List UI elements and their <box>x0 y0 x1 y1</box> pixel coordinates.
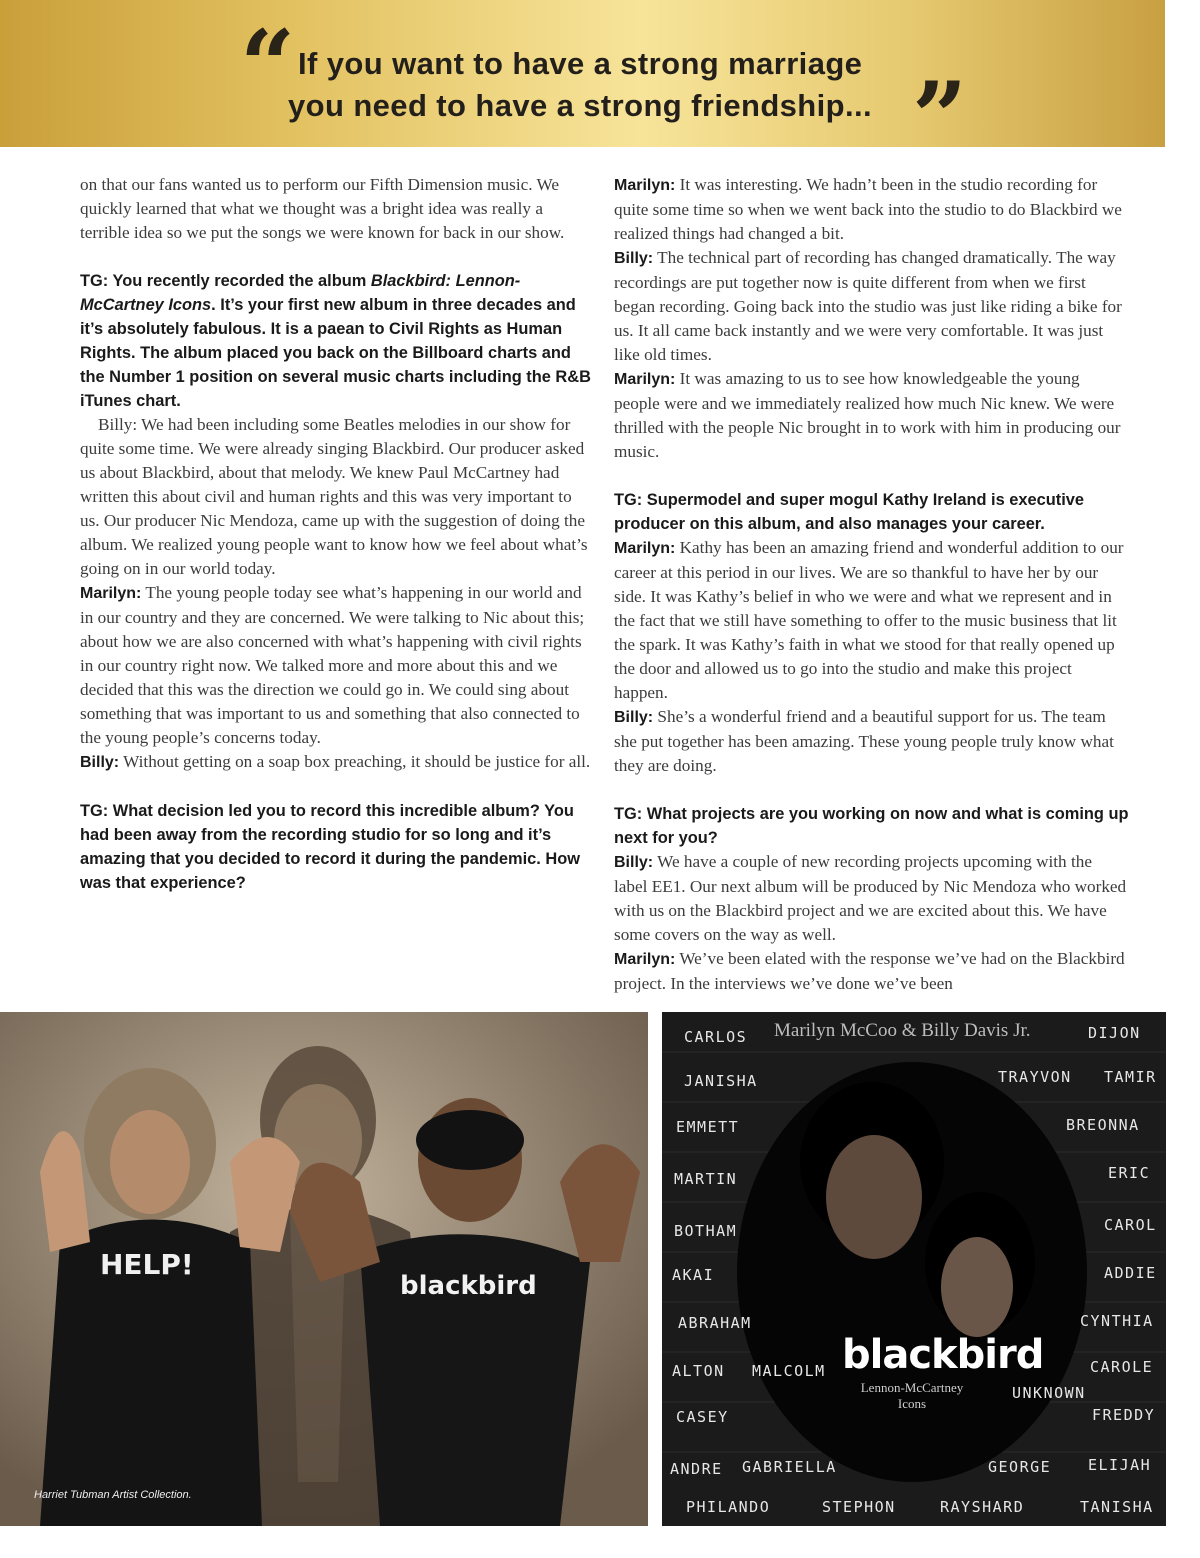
speaker-label: Marilyn: <box>614 951 676 968</box>
artist-photo-illustration <box>0 1012 648 1526</box>
speaker-label: Marilyn: <box>614 371 676 388</box>
answer-text: The young people today see what’s happening in our world and in our country and they are concerned. We were talking to Nic about this; about how we are also concerned with what’s happening with civil rights in our country right now. We talked more and more about this and we decided that this was the direction we could go in. We could sing about something that was important to us and something that also connected to the young people’s concerns today. <box>80 583 585 747</box>
photo-caption: Harriet Tubman Artist Collection. <box>34 1489 192 1501</box>
memorial-name: STEPHON <box>822 1498 896 1516</box>
paragraph: on that our fans wanted us to perform our Fifth Dimension music. We quickly learned that what we thought was a bright idea was really a terrible idea so we put the songs we were known for back in our show. <box>80 175 565 242</box>
interview-question: TG: What projects are you working on now and what is coming up next for you? <box>614 805 1129 847</box>
album-subtitle-line: Icons <box>897 1396 927 1411</box>
question-text: TG: You recently recorded the album <box>80 272 371 290</box>
answer-text: We have a couple of new recording projects upcoming with the label EE1. Our next album will be produced by Nic Mendoza who worked with us on the Blackbird project and we are excited about this. We have some covers on the way as well. <box>614 852 1127 944</box>
memorial-name: ELIJAH <box>1088 1456 1152 1474</box>
memorial-name: UNKNOWN <box>1012 1384 1086 1402</box>
memorial-name: ALTON <box>672 1362 725 1380</box>
speaker-label: Billy: <box>614 854 654 871</box>
memorial-name: AKAI <box>672 1266 715 1284</box>
answer-text: It was amazing to us to see how knowledgeable the young people were and we immediately realized how much Nic knew. We were thrilled with the people Nic brought in to work with him in producing our music. <box>614 369 1121 461</box>
answer <box>614 536 1129 705</box>
memorial-name: BOTHAM <box>674 1222 738 1240</box>
memorial-name: JANISHA <box>684 1072 758 1090</box>
blackbird-shirt-text: blackbird <box>400 1271 537 1301</box>
memorial-name: RAYSHARD <box>940 1498 1025 1516</box>
interview-question <box>80 269 595 413</box>
memorial-name: TANISHA <box>1080 1498 1154 1516</box>
interview-question: TG: Supermodel and super mogul Kathy Ireland is executive producer on this album, and also manages your career. <box>614 491 1084 533</box>
right-column <box>614 173 1129 996</box>
answer <box>614 705 1129 778</box>
help-shirt-text: HELP! <box>100 1248 194 1281</box>
speaker-label: Marilyn: <box>614 540 676 557</box>
memorial-name: ANDRE <box>670 1460 723 1478</box>
artist-photo <box>0 1012 648 1526</box>
album-subtitle-line: Lennon-McCartney <box>860 1380 964 1395</box>
answer-text: Without getting on a soap box preaching, it should be justice for all. <box>119 752 591 771</box>
answer <box>614 947 1129 996</box>
album-artist: Marilyn McCoo & Billy Davis Jr. <box>774 1020 1031 1041</box>
left-column <box>80 173 595 895</box>
memorial-name: CAROLE <box>1090 1358 1154 1376</box>
speaker-label: Billy: <box>80 754 120 771</box>
memorial-name: TAMIR <box>1104 1068 1157 1086</box>
memorial-name: MALCOLM <box>752 1362 826 1380</box>
close-quote-mark: ” <box>912 61 968 174</box>
memorial-name: ERIC <box>1108 1164 1151 1182</box>
pull-quote-line-2: you need to have a strong friendship... <box>288 88 873 123</box>
answer <box>80 581 595 750</box>
memorial-name: CASEY <box>676 1408 729 1426</box>
speaker-label: Marilyn: <box>614 177 676 194</box>
answer <box>614 173 1129 246</box>
memorial-name: GEORGE <box>988 1458 1052 1476</box>
answer-text: The technical part of recording has changed dramatically. The way recordings are put together now is quite different from when we first began recording. Going back into the studio was just like riding a bike for us. It all came back instantly and we were very comfortable. It was just like old times. <box>614 248 1122 364</box>
answer-text: We’ve been elated with the response we’ve had on the Blackbird project. In the interviews we’ve done we’ve been <box>614 949 1125 993</box>
memorial-name: DIJON <box>1088 1024 1141 1042</box>
memorial-name: PHILANDO <box>686 1498 771 1516</box>
speaker-label: Billy: <box>614 250 654 267</box>
answer-text: She’s a wonderful friend and a beautiful support for us. The team she put together has been amazing. These young people truly know what they are doing. <box>614 707 1114 775</box>
memorial-name: ABRAHAM <box>678 1314 752 1332</box>
memorial-name: GABRIELLA <box>742 1458 837 1476</box>
answer-text: Kathy has been an amazing friend and wonderful addition to our career at this period in our lives. We are so thankful to have her by our side. It was Kathy’s belief in who we were and what we represent and in the fact that we still have something to offer to the music business that lit the spark. It was Kathy’s faith in what we stood for that really opened up the door and allowed us to go into the studio and make this project happen. <box>614 538 1124 702</box>
answer <box>614 850 1129 947</box>
answer <box>80 750 595 775</box>
memorial-name: FREDDY <box>1092 1406 1156 1424</box>
answer <box>614 367 1129 464</box>
memorial-name: MARTIN <box>674 1170 738 1188</box>
answer <box>614 246 1129 367</box>
speaker-label: Marilyn: <box>80 585 142 602</box>
memorial-name: CYNTHIA <box>1080 1312 1154 1330</box>
memorial-name: CARLOS <box>684 1028 748 1046</box>
blackbird-logo: blackbird <box>842 1332 1044 1378</box>
pull-quote <box>240 9 1000 174</box>
memorial-name: BREONNA <box>1066 1116 1140 1134</box>
memorial-name: ADDIE <box>1104 1264 1157 1282</box>
album-subtitle <box>852 1380 972 1412</box>
memorial-name: TRAYVON <box>998 1068 1072 1086</box>
album-cover <box>662 1012 1166 1526</box>
memorial-name: EMMETT <box>676 1118 740 1136</box>
open-quote-mark: “ <box>240 9 296 122</box>
question-text: . It’s your first new album in three decades and it’s absolutely fabulous. It is a paean to Civil Rights as Human Rights. The album placed you back on the Billboard charts and the Number 1 position on several music charts including the R&B iTunes chart. <box>80 296 591 410</box>
quote-banner <box>0 0 1165 174</box>
speaker-label: Billy: <box>614 709 654 726</box>
interview-question: TG: What decision led you to record this incredible album? You had been away from the recording studio for so long and it’s amazing that you decided to record it during the pandemic. How was that experience? <box>80 802 580 892</box>
answer-text: It was interesting. We hadn’t been in the studio recording for quite some time so when we went back into the studio to do Blackbird we realized things had changed a bit. <box>614 175 1122 243</box>
pull-quote-line-1: If you want to have a strong marriage <box>298 46 863 81</box>
paragraph: Billy: We had been including some Beatles melodies in our show for quite some time. We were already singing Blackbird. Our producer asked us about Blackbird, about that melody. We knew Paul McCartney had written this about civil and human rights and this was very important to us. Our producer Nic Mendoza, came up with the suggestion of doing the album. We realized young people want to know how we feel about what’s going on in our world today. <box>80 415 588 578</box>
album-title: Blackbird: Lennon-McCartney Icons <box>80 272 521 314</box>
memorial-name: CAROL <box>1104 1216 1157 1234</box>
